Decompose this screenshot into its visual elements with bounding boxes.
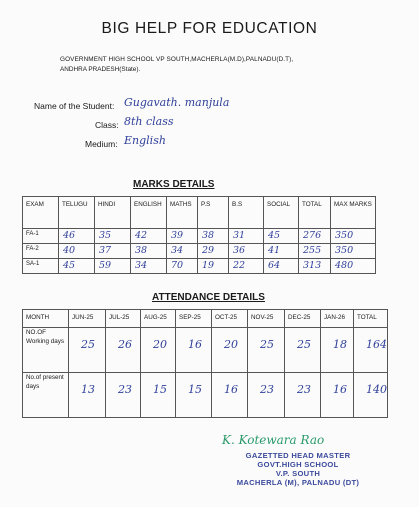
attendance-header-cell: JUL-25 xyxy=(106,310,141,328)
attendance-header-cell: AUG-25 xyxy=(141,310,176,328)
attendance-header-cell: DEC-25 xyxy=(285,310,321,328)
attendance-header-cell: OCT-25 xyxy=(212,310,248,328)
marks-header-cell: P.S xyxy=(198,197,229,229)
marks-header-cell: ENGLISH xyxy=(131,197,167,229)
attendance-header-cell: SEP-25 xyxy=(176,310,212,328)
mark-cell: 34 xyxy=(167,244,198,259)
attendance-header-cell: MONTH xyxy=(23,310,69,328)
working-days-cell: 18 xyxy=(321,328,354,373)
marks-row xyxy=(23,259,376,274)
marks-header-row xyxy=(23,197,376,229)
marks-header-cell: TELUGU xyxy=(59,197,95,229)
working-days-cell: 20 xyxy=(141,328,176,373)
medium-label: Medium: xyxy=(85,139,118,149)
attendance-header-cell: JAN-26 xyxy=(321,310,354,328)
marks-header-cell: HINDI xyxy=(95,197,131,229)
medium-value: English xyxy=(124,134,166,147)
working-days-cell: 25 xyxy=(248,328,285,373)
marks-header-cell: TOTAL xyxy=(299,197,331,229)
present-days-total: 140 xyxy=(354,373,388,418)
stamp-line: GOVT.HIGH SCHOOL xyxy=(257,460,339,469)
working-days-total: 164 xyxy=(354,328,388,373)
working-days-cell: 25 xyxy=(69,328,106,373)
marks-row xyxy=(23,229,376,244)
marks-header-cell: SOCIAL xyxy=(264,197,299,229)
mark-cell: 35 xyxy=(95,229,131,244)
max-marks-cell: 350 xyxy=(331,244,376,259)
mark-cell: 59 xyxy=(95,259,131,274)
present-days-row xyxy=(23,373,388,418)
present-days-cell: 13 xyxy=(69,373,106,418)
working-days-label: NO.OF Working days xyxy=(23,328,69,373)
mark-cell: 29 xyxy=(198,244,229,259)
mark-cell: 46 xyxy=(59,229,95,244)
exam-name-cell: FA-2 xyxy=(23,244,59,259)
school-address-line2: ANDHRA PRADESH(State). xyxy=(60,66,141,73)
mark-cell: 37 xyxy=(95,244,131,259)
mark-cell: 64 xyxy=(264,259,299,274)
mark-cell: 19 xyxy=(198,259,229,274)
marks-header-cell: EXAM xyxy=(23,197,59,229)
marks-section-title: MARKS DETAILS xyxy=(133,179,215,190)
present-days-cell: 23 xyxy=(106,373,141,418)
exam-name-cell: SA-1 xyxy=(23,259,59,274)
present-days-cell: 16 xyxy=(212,373,248,418)
mark-cell: 38 xyxy=(198,229,229,244)
total-cell: 276 xyxy=(299,229,331,244)
mark-cell: 42 xyxy=(131,229,167,244)
present-days-cell: 23 xyxy=(285,373,321,418)
attendance-section-title: ATTENDANCE DETAILS xyxy=(152,292,265,303)
marks-header-cell: MATHS xyxy=(167,197,198,229)
working-days-cell: 26 xyxy=(106,328,141,373)
exam-name-cell: FA-1 xyxy=(23,229,59,244)
working-days-row xyxy=(23,328,388,373)
working-days-cell: 16 xyxy=(176,328,212,373)
present-days-label: No.of present days xyxy=(23,373,69,418)
school-address-line1: GOVERNMENT HIGH SCHOOL VP SOUTH,MACHERLA(M.D),PALNADU(D.T), xyxy=(60,56,294,63)
attendance-table xyxy=(22,309,388,418)
page-title: BIG HELP FOR EDUCATION xyxy=(101,20,318,37)
marks-row xyxy=(23,244,376,259)
student-name-value: Gugavath. manjula xyxy=(124,96,230,109)
mark-cell: 41 xyxy=(264,244,299,259)
mark-cell: 36 xyxy=(229,244,264,259)
marks-table xyxy=(22,196,376,274)
mark-cell: 40 xyxy=(59,244,95,259)
stamp-line: V.P. SOUTH xyxy=(275,469,321,478)
marks-header-cell: B.S xyxy=(229,197,264,229)
present-days-cell: 15 xyxy=(141,373,176,418)
present-days-cell: 16 xyxy=(321,373,354,418)
class-label: Class: xyxy=(95,120,119,130)
student-name-label: Name of the Student: xyxy=(34,101,115,111)
stamp-line: GAZETTED HEAD MASTER xyxy=(245,451,351,460)
mark-cell: 31 xyxy=(229,229,264,244)
stamp-line: MACHERLA (M), PALNADU (DT) xyxy=(236,478,360,487)
max-marks-cell: 350 xyxy=(331,229,376,244)
marks-header-cell: MAX MARKS xyxy=(331,197,376,229)
mark-cell: 70 xyxy=(167,259,198,274)
attendance-header-cell: TOTAL xyxy=(354,310,388,328)
class-value: 8th class xyxy=(124,115,174,128)
attendance-header-row xyxy=(23,310,388,328)
attendance-header-cell: NOV-25 xyxy=(248,310,285,328)
max-marks-cell: 480 xyxy=(331,259,376,274)
office-stamp xyxy=(198,451,398,487)
mark-cell: 22 xyxy=(229,259,264,274)
headmaster-signature: K. Kotewara Rao xyxy=(222,433,325,447)
mark-cell: 45 xyxy=(59,259,95,274)
working-days-cell: 25 xyxy=(285,328,321,373)
mark-cell: 34 xyxy=(131,259,167,274)
attendance-header-cell: JUN-25 xyxy=(69,310,106,328)
present-days-cell: 15 xyxy=(176,373,212,418)
mark-cell: 39 xyxy=(167,229,198,244)
total-cell: 255 xyxy=(299,244,331,259)
total-cell: 313 xyxy=(299,259,331,274)
mark-cell: 45 xyxy=(264,229,299,244)
working-days-cell: 20 xyxy=(212,328,248,373)
present-days-cell: 23 xyxy=(248,373,285,418)
mark-cell: 38 xyxy=(131,244,167,259)
